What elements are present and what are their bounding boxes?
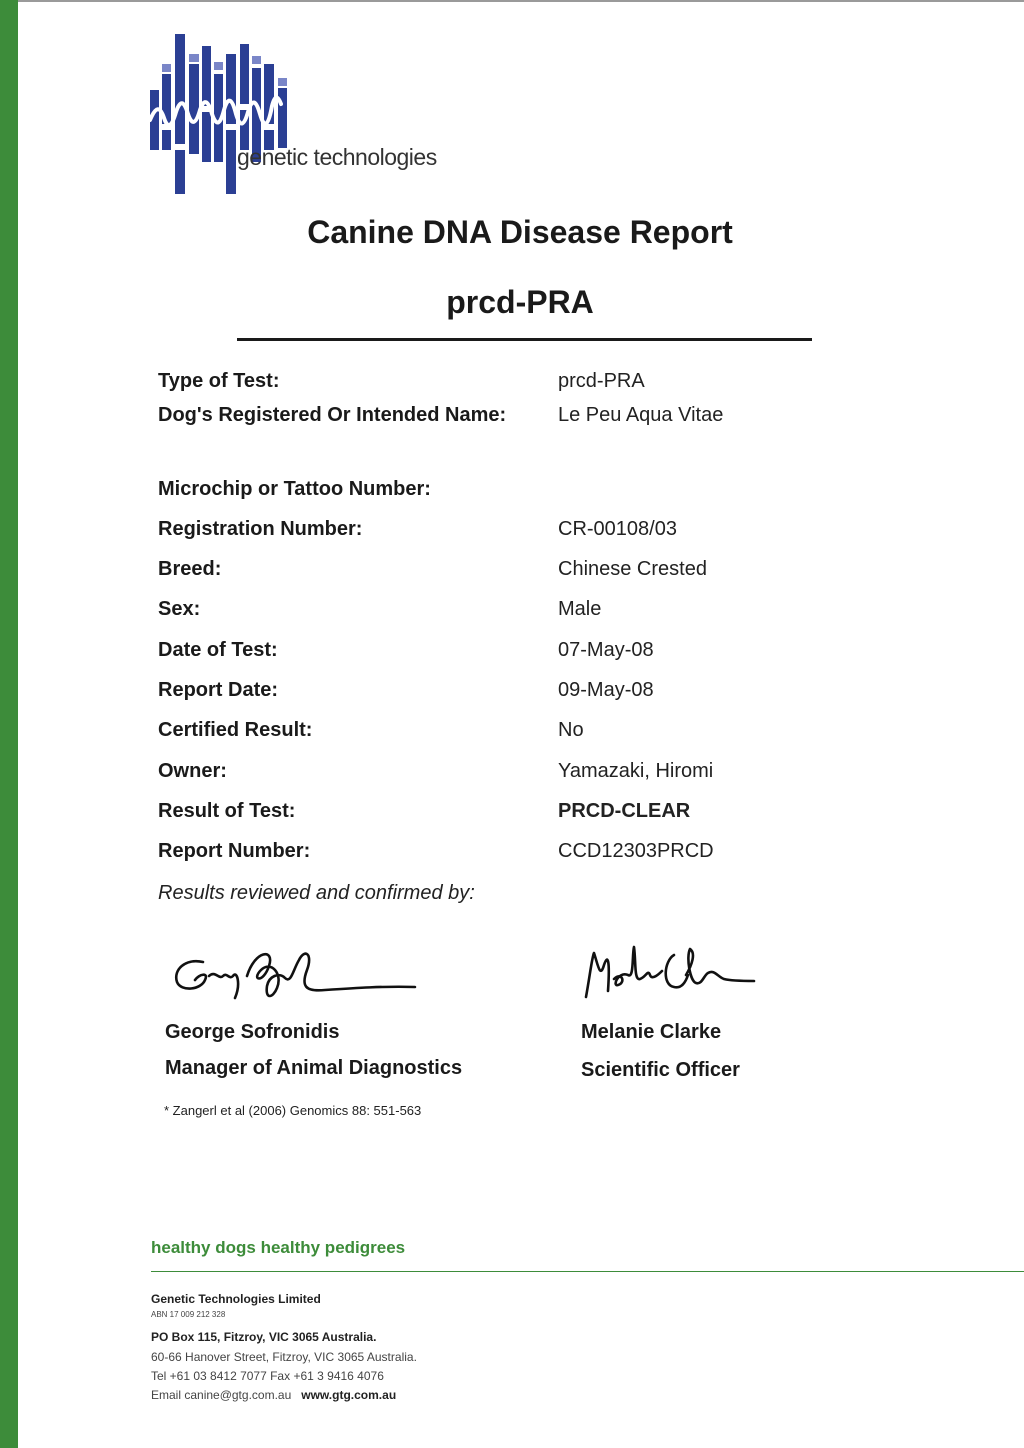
footer-street-address: 60-66 Hanover Street, Fitzroy, VIC 3065 Australia. bbox=[151, 1350, 417, 1364]
field-label: Report Number: bbox=[158, 840, 311, 862]
footer-phone-fax: Tel +61 03 8412 7077 Fax +61 3 9416 4076 bbox=[151, 1369, 384, 1383]
field-label: Type of Test: bbox=[158, 370, 280, 392]
field-label: Report Date: bbox=[158, 679, 279, 701]
field-row-microchip bbox=[158, 478, 958, 506]
field-label: Microchip or Tattoo Number: bbox=[158, 478, 431, 500]
field-row-dog-name bbox=[158, 404, 958, 432]
report-subtitle: prcd-PRA bbox=[446, 284, 594, 320]
field-row-owner bbox=[158, 760, 958, 788]
footer-website-link[interactable]: www.gtg.com.au bbox=[301, 1388, 397, 1402]
field-row-date-of-test bbox=[158, 639, 958, 667]
footer-email[interactable]: Email canine@gtg.com.au bbox=[151, 1388, 292, 1402]
field-row-result-of-test bbox=[158, 800, 958, 828]
footer-company: Genetic Technologies Limited bbox=[151, 1292, 321, 1306]
field-row-registration-number bbox=[158, 518, 958, 546]
field-value: prcd-PRA bbox=[558, 370, 645, 392]
top-border bbox=[18, 0, 1024, 2]
title-divider bbox=[237, 338, 812, 341]
field-value: 09-May-08 bbox=[558, 679, 654, 701]
field-row-certified-result bbox=[158, 719, 958, 747]
field-row-type-of-test bbox=[158, 370, 958, 398]
field-value: Le Peu Aqua Vitae bbox=[558, 404, 724, 426]
signatory-2-title: Scientific Officer bbox=[581, 1059, 740, 1081]
field-row-breed bbox=[158, 558, 958, 586]
field-label: Result of Test: bbox=[158, 800, 296, 822]
footer-contact bbox=[151, 1388, 396, 1402]
field-label: Certified Result: bbox=[158, 719, 313, 741]
footer-abn: ABN 17 009 212 328 bbox=[151, 1310, 226, 1319]
signature-melanie-clarke bbox=[578, 935, 758, 1015]
field-value: Chinese Crested bbox=[558, 558, 707, 580]
signatory-1-title: Manager of Animal Diagnostics bbox=[165, 1057, 463, 1079]
field-label: Dog's Registered Or Intended Name: bbox=[158, 404, 507, 426]
field-value: CR-00108/03 bbox=[558, 518, 677, 540]
field-label: Registration Number: bbox=[158, 518, 363, 540]
signature-george-sofronidis bbox=[165, 940, 425, 1020]
logo-text: genetic technologies bbox=[237, 144, 437, 170]
report-title: Canine DNA Disease Report bbox=[307, 214, 733, 250]
footer-divider bbox=[151, 1271, 1024, 1272]
field-label: Sex: bbox=[158, 598, 201, 620]
field-value: 07-May-08 bbox=[558, 639, 654, 661]
field-row-report-date bbox=[158, 679, 958, 707]
field-value: No bbox=[558, 719, 584, 741]
field-row-report-number bbox=[158, 840, 958, 868]
footer-po-box: PO Box 115, Fitzroy, VIC 3065 Australia. bbox=[151, 1330, 377, 1344]
field-value: CCD12303PRCD bbox=[558, 840, 714, 862]
field-label: Owner: bbox=[158, 760, 227, 782]
field-value: Yamazaki, Hiromi bbox=[558, 760, 714, 782]
signatory-2-name: Melanie Clarke bbox=[581, 1021, 722, 1043]
field-value: Male bbox=[558, 598, 602, 620]
reviewed-statement: Results reviewed and confirmed by: bbox=[158, 882, 475, 904]
signatory-1-name: George Sofronidis bbox=[165, 1021, 340, 1043]
field-row-sex bbox=[158, 598, 958, 626]
field-label: Breed: bbox=[158, 558, 222, 580]
footnote: * Zangerl et al (2006) Genomics 88: 551-563 bbox=[164, 1103, 422, 1118]
field-value-result: PRCD-CLEAR bbox=[558, 800, 691, 822]
footer-tagline: healthy dogs healthy pedigrees bbox=[151, 1238, 406, 1257]
field-label: Date of Test: bbox=[158, 639, 278, 661]
